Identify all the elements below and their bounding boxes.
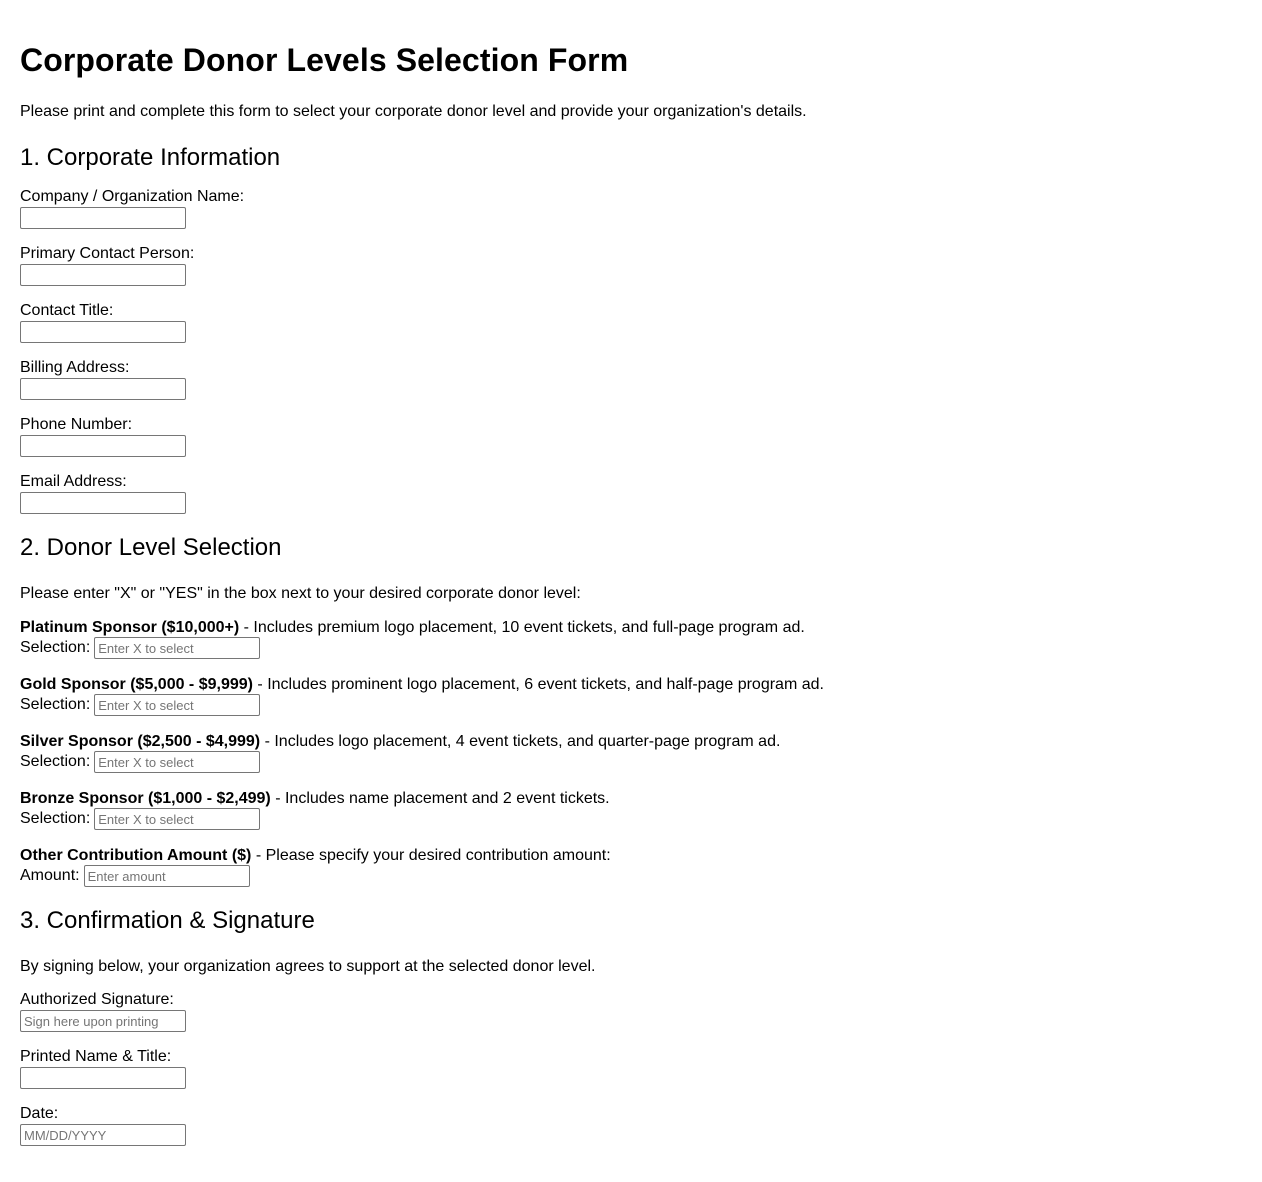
selection-label: Selection: <box>20 753 91 770</box>
authorized-signature-input[interactable] <box>20 1010 186 1032</box>
contact-title-input[interactable] <box>20 321 186 343</box>
level-description: - Includes premium logo placement, 10 event tickets, and full-page program ad. <box>239 619 805 636</box>
section-heading-confirmation: 3. Confirmation & Signature <box>20 907 315 934</box>
date-input[interactable] <box>20 1124 186 1146</box>
selection-label: Selection: <box>20 810 91 827</box>
level-description-line <box>20 675 1242 695</box>
company-name-field <box>20 188 1242 229</box>
level-title: Bronze Sponsor ($1,000 - $2,499) <box>20 790 271 807</box>
level-description-line <box>20 618 1242 638</box>
selection-row <box>20 751 1242 773</box>
level-description: - Includes name placement and 2 event tickets. <box>270 790 610 807</box>
donor-level-platinum <box>20 618 1242 659</box>
primary-contact-label: Primary Contact Person: <box>20 245 195 262</box>
level-description-line <box>20 846 1242 866</box>
printed-name-input[interactable] <box>20 1067 186 1089</box>
level-title: Silver Sponsor ($2,500 - $4,999) <box>20 733 261 750</box>
level-description-line <box>20 732 1242 752</box>
selection-row <box>20 694 1242 716</box>
date-field <box>20 1105 1242 1146</box>
gold-selection-input[interactable] <box>94 694 260 716</box>
donor-level-instruction: Please enter "X" or "YES" in the box next to your desired corporate donor level: <box>20 585 581 602</box>
level-description: - Please specify your desired contribution amount: <box>251 847 611 864</box>
selection-label: Selection: <box>20 639 91 656</box>
phone-number-input[interactable] <box>20 435 186 457</box>
selection-label: Selection: <box>20 696 91 713</box>
silver-selection-input[interactable] <box>94 751 260 773</box>
printed-name-label: Printed Name & Title: <box>20 1048 172 1065</box>
amount-label: Amount: <box>20 867 80 884</box>
billing-address-input[interactable] <box>20 378 186 400</box>
level-title: Other Contribution Amount ($) <box>20 847 252 864</box>
donor-level-gold <box>20 675 1242 716</box>
authorized-signature-field <box>20 991 1242 1032</box>
other-amount-input[interactable] <box>84 865 250 887</box>
level-description-line <box>20 789 1242 809</box>
authorized-signature-label: Authorized Signature: <box>20 991 174 1008</box>
billing-address-field <box>20 359 1242 400</box>
donor-level-other <box>20 846 1242 887</box>
corporate-information-section <box>20 142 1242 514</box>
printed-name-field <box>20 1048 1242 1089</box>
email-address-label: Email Address: <box>20 473 127 490</box>
company-name-input[interactable] <box>20 207 186 229</box>
amount-row <box>20 865 1242 887</box>
date-label: Date: <box>20 1105 59 1122</box>
contact-title-label: Contact Title: <box>20 302 114 319</box>
intro-text: Please print and complete this form to select your corporate donor level and provide your organization's details. <box>20 103 807 120</box>
section-heading-corporate-information: 1. Corporate Information <box>20 144 281 171</box>
donor-level-bronze <box>20 789 1242 830</box>
phone-number-label: Phone Number: <box>20 416 133 433</box>
confirmation-text: By signing below, your organization agrees to support at the selected donor level. <box>20 958 596 975</box>
level-title: Platinum Sponsor ($10,000+) <box>20 619 240 636</box>
billing-address-label: Billing Address: <box>20 359 130 376</box>
level-title: Gold Sponsor ($5,000 - $9,999) <box>20 676 253 693</box>
selection-row <box>20 637 1242 659</box>
donor-level-section <box>20 532 1242 887</box>
email-address-input[interactable] <box>20 492 186 514</box>
primary-contact-input[interactable] <box>20 264 186 286</box>
donor-level-silver <box>20 732 1242 773</box>
primary-contact-field <box>20 245 1242 286</box>
level-description: - Includes logo placement, 4 event tickets, and quarter-page program ad. <box>260 733 781 750</box>
page-title: Corporate Donor Levels Selection Form <box>20 42 629 78</box>
phone-number-field <box>20 416 1242 457</box>
selection-row <box>20 808 1242 830</box>
level-description: - Includes prominent logo placement, 6 event tickets, and half-page program ad. <box>252 676 824 693</box>
company-name-label: Company / Organization Name: <box>20 188 245 205</box>
bronze-selection-input[interactable] <box>94 808 260 830</box>
section-heading-donor-level: 2. Donor Level Selection <box>20 534 282 561</box>
confirmation-section <box>20 905 1242 1146</box>
contact-title-field <box>20 302 1242 343</box>
platinum-selection-input[interactable] <box>94 637 260 659</box>
email-address-field <box>20 473 1242 514</box>
